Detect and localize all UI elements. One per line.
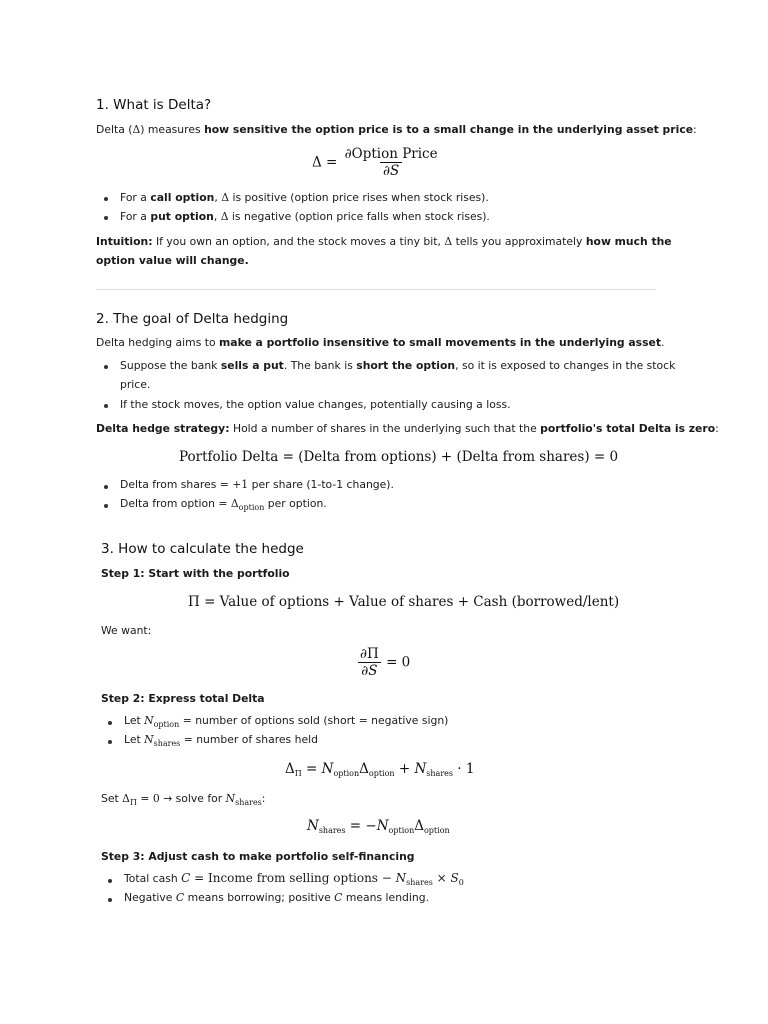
math-variable: C — [175, 891, 185, 904]
text: means borrowing; positive — [184, 891, 335, 904]
subscript: shares — [235, 798, 262, 807]
text-bold: Intuition: — [96, 235, 153, 248]
text-bold: sells a put — [220, 359, 284, 372]
bullet-icon — [104, 404, 108, 408]
list-item — [120, 478, 394, 492]
math-operator: + — [394, 761, 415, 777]
shares-solution-formula — [307, 818, 450, 835]
list-item-continuation: price. — [120, 378, 151, 391]
bullet-icon — [108, 879, 112, 883]
math-text: = 0 — [136, 792, 160, 805]
list-item — [124, 891, 429, 905]
math-variable: S — [450, 871, 459, 885]
section-1-intro — [96, 123, 697, 137]
math-variable: N — [307, 818, 319, 834]
subscript: option — [388, 826, 415, 835]
fraction-numerator: ∂Option Price — [344, 146, 438, 162]
subscript: option — [423, 826, 450, 835]
math-variable: N — [144, 714, 154, 727]
text: = number of options sold (short = negative sign) — [179, 714, 449, 727]
text: Delta from shares = — [120, 478, 233, 491]
subscript: option — [333, 769, 360, 778]
bullet-icon — [108, 721, 112, 725]
list-item — [120, 210, 490, 224]
text: per option. — [264, 497, 327, 510]
text: is positive (option price rises when stock rises). — [229, 191, 489, 204]
text: → solve for — [159, 792, 226, 805]
subscript: shares — [153, 739, 181, 748]
fraction-denominator: ∂S — [380, 162, 402, 179]
list-item — [124, 871, 464, 890]
we-want-text: We want: — [101, 624, 152, 637]
fraction — [342, 146, 441, 179]
text: Let — [124, 714, 145, 727]
math-tail: · 1 — [453, 761, 475, 777]
subscript: Π — [129, 798, 137, 807]
delta-symbol: Δ — [221, 191, 230, 204]
partial-derivative-formula — [357, 646, 410, 679]
bullet-icon — [104, 197, 108, 201]
step-2-heading: Step 2: Express total Delta — [101, 692, 265, 705]
text-bold: how sensitive the option price is to a small change in the underlying asset price — [204, 123, 694, 136]
section-divider — [96, 289, 656, 290]
intuition-line-1 — [96, 235, 672, 249]
hedge-strategy-line — [96, 422, 719, 436]
text: Total cash — [124, 872, 182, 885]
text: , — [213, 210, 221, 223]
text: ) measures — [140, 123, 205, 136]
text-bold: portfolio's total Delta is zero — [540, 422, 716, 435]
section-1-heading: 1. What is Delta? — [96, 97, 212, 113]
text-bold: make a portfolio insensitive to small movements in the underlying asset — [219, 336, 661, 349]
text: , so it is exposed to changes in the stock — [455, 359, 676, 372]
text: For a — [120, 191, 151, 204]
text: , — [214, 191, 222, 204]
math-operator: × — [432, 871, 451, 885]
math-operator: = — [301, 761, 322, 777]
portfolio-delta-formula: Portfolio Delta = (Delta from options) + (Delta from shares) = 0 — [179, 449, 619, 465]
text: : — [715, 422, 719, 435]
math-variable: C — [181, 871, 191, 885]
delta-definition-formula — [312, 146, 441, 179]
text: Delta hedging aims to — [96, 336, 220, 349]
delta-symbol: Δ — [220, 210, 229, 223]
formula-rhs: = 0 — [386, 654, 411, 671]
text: . — [244, 254, 249, 267]
fraction-numerator: ∂Π — [360, 646, 379, 662]
bullet-icon — [104, 504, 108, 508]
text: Suppose the bank — [120, 359, 221, 372]
math-variable: N — [144, 733, 154, 746]
list-item — [120, 191, 489, 205]
subscript: shares — [406, 878, 433, 887]
delta-symbol: Δ — [444, 235, 453, 248]
math-variable: N — [395, 871, 407, 885]
subscript: option — [368, 769, 395, 778]
delta-symbol: Δ — [132, 123, 141, 136]
text: means lending. — [342, 891, 430, 904]
delta-symbol: Δ — [230, 497, 239, 510]
math-variable: N — [376, 818, 389, 834]
bullet-icon — [108, 740, 112, 744]
text: Negative — [124, 891, 176, 904]
subscript: 0 — [458, 878, 464, 887]
subscript: Π — [294, 769, 302, 778]
math-operator: = − — [345, 818, 377, 834]
text-bold: short the option — [356, 359, 456, 372]
text-bold: option value will change — [96, 254, 245, 267]
set-delta-line — [101, 792, 265, 810]
text: is negative (option price falls when stock rises). — [228, 210, 490, 223]
text: . — [661, 336, 665, 349]
text: Delta ( — [96, 123, 133, 136]
section-2-heading: 2. The goal of Delta hedging — [96, 311, 289, 327]
math-variable: N — [414, 761, 427, 777]
text: Set — [101, 792, 123, 805]
text: : — [693, 123, 697, 136]
text-bold: put option — [150, 210, 214, 223]
text: : — [261, 792, 266, 805]
list-item — [120, 359, 675, 373]
portfolio-value-formula: Π = Value of options + Value of shares + Cash (borrowed/lent) — [188, 594, 620, 610]
text: . The bank is — [283, 359, 357, 372]
step-1-heading: Step 1: Start with the portfolio — [101, 567, 290, 580]
section-2-intro — [96, 336, 664, 350]
math-variable: C — [334, 891, 343, 904]
list-item — [124, 714, 448, 732]
text: tells you approximately — [452, 235, 586, 248]
text: If you own an option, and the stock moves a tiny bit, — [152, 235, 445, 248]
subscript: shares — [318, 826, 346, 835]
text-bold: call option — [150, 191, 215, 204]
fraction-denominator: ∂S — [358, 662, 380, 679]
text: Hold a number of shares in the underlying such that the — [229, 422, 541, 435]
formula-lhs: Δ = — [312, 154, 338, 171]
text: = number of shares held — [180, 733, 318, 746]
text-bold: how much the — [585, 235, 672, 248]
math-text: = Income from selling options − — [190, 871, 396, 885]
text: For a — [120, 210, 151, 223]
math-symbol: Δ — [359, 761, 369, 777]
math-variable: N — [321, 761, 334, 777]
bullet-icon — [108, 898, 112, 902]
subscript: shares — [426, 769, 453, 778]
bullet-icon — [104, 485, 108, 489]
text-bold: Delta hedge strategy: — [96, 422, 230, 435]
intuition-line-2 — [96, 254, 249, 268]
math-symbol: Δ — [122, 792, 130, 805]
bullet-icon — [104, 365, 108, 369]
list-item — [124, 733, 318, 751]
list-item — [120, 497, 327, 515]
text: Delta from option = — [120, 497, 231, 510]
math-value: +1 — [232, 478, 249, 491]
list-item: If the stock moves, the option value changes, potentially causing a loss. — [120, 398, 511, 411]
total-delta-formula — [285, 761, 474, 778]
math-symbol: Δ — [285, 761, 295, 777]
math-variable: N — [225, 792, 236, 805]
subscript: option — [238, 503, 265, 512]
bullet-icon — [104, 216, 108, 220]
math-symbol: Δ — [414, 818, 424, 834]
text: per share (1-to-1 change). — [248, 478, 394, 491]
section-3-heading: 3. How to calculate the hedge — [101, 541, 304, 557]
subscript: option — [153, 720, 180, 729]
text: Let — [124, 733, 145, 746]
fraction — [357, 646, 382, 679]
step-3-heading: Step 3: Adjust cash to make portfolio self-financing — [101, 850, 415, 863]
